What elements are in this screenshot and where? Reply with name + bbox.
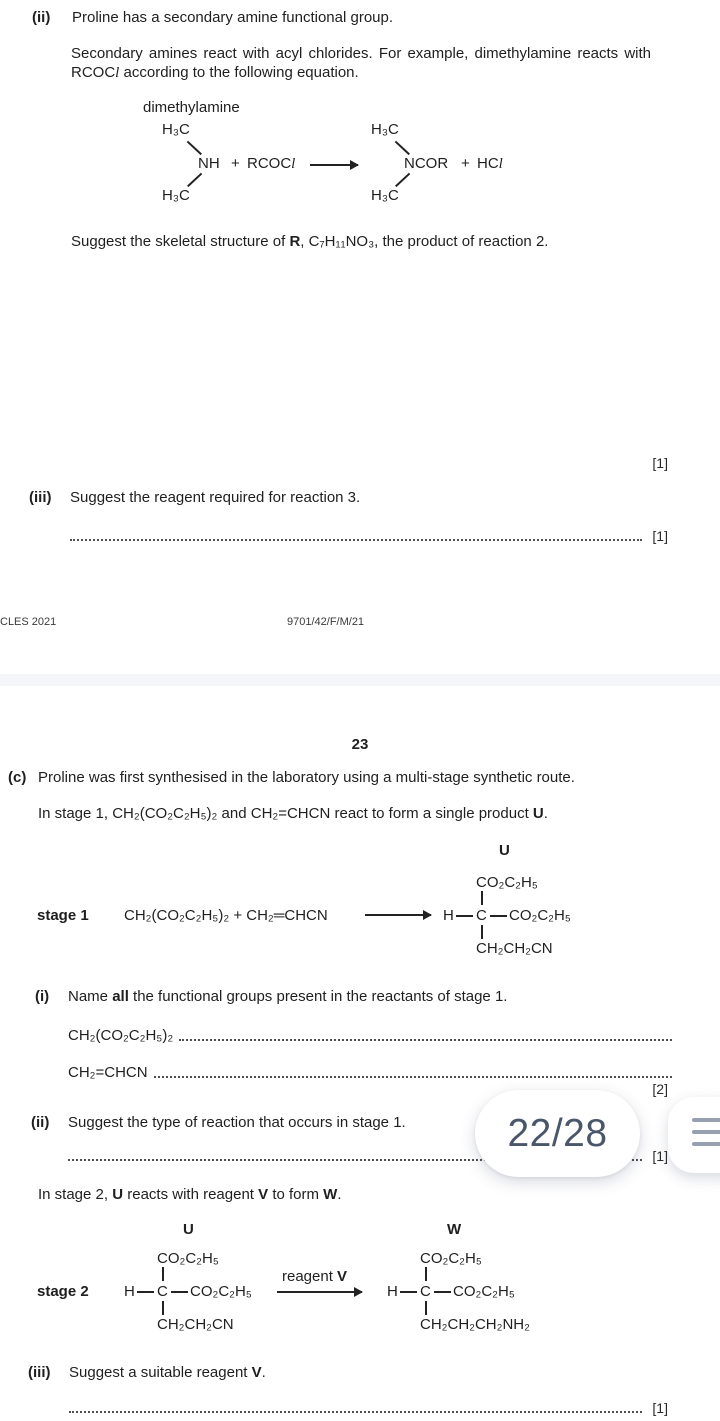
- suggest-skeletal-question: [71, 233, 548, 250]
- text-run: V: [251, 1364, 262, 1381]
- plus-sign: +: [231, 155, 240, 172]
- qii-marker: (ii): [31, 1114, 50, 1131]
- reaction-arrow: [310, 164, 358, 166]
- text-run: to form: [268, 1186, 324, 1203]
- bond-horizontal: [171, 1291, 188, 1293]
- reaction-arrow: [277, 1291, 362, 1293]
- chlorine-l: l: [498, 156, 503, 172]
- part-c-marker: (c): [8, 769, 27, 786]
- mark-1-reagent-v: [1]: [652, 1400, 668, 1416]
- answer2-formula: CH₂=CHCN: [68, 1064, 148, 1081]
- plus-sign: +: [461, 155, 470, 172]
- nitrile-chain: CH₂CH₂CN: [476, 940, 553, 957]
- ester-group-right: CO₂C₂H₅: [509, 907, 571, 924]
- w-label-stage2: W: [447, 1221, 462, 1238]
- text-run: In stage 1, CH₂(CO₂C₂H₅)₂ and CH₂=CHCN react to form a single product: [38, 805, 533, 822]
- qi-question: [68, 988, 507, 1005]
- text-run: , C₇H₁₁NO₃, the product of reaction 2.: [300, 233, 549, 250]
- mark-1-reagent: [1]: [652, 528, 668, 544]
- page-gap-divider: [0, 674, 720, 686]
- answer-line-formula2: [68, 1061, 672, 1081]
- ester-group-right: CO₂C₂H₅: [190, 1283, 252, 1300]
- h3c-bottom-left: H₃C: [162, 187, 190, 204]
- answer-line-reaction3: [70, 524, 668, 544]
- hamburger-icon: [692, 1118, 720, 1122]
- hamburger-icon: [692, 1142, 720, 1146]
- text-run: In stage 2,: [38, 1186, 113, 1203]
- qii-question: Suggest the type of reaction that occurs in stage 1.: [68, 1114, 406, 1131]
- ester-group-top: CO₂C₂H₅: [476, 874, 538, 891]
- page-indicator-pill: [475, 1090, 640, 1177]
- text-run: all: [112, 988, 129, 1005]
- answer1-formula: CH₂(CO₂C₂H₅)₂: [68, 1027, 174, 1044]
- text-run: V: [337, 1268, 348, 1285]
- chlorine-l: l: [291, 156, 296, 172]
- text-run: U: [112, 1186, 124, 1203]
- stage1-reactants: CH₂(CO₂C₂H₅)₂ + CH₂═CHCN: [124, 907, 328, 924]
- hcl-formula: [477, 155, 503, 173]
- text-run: R: [289, 233, 301, 250]
- dotted-answer-line: [179, 1039, 672, 1041]
- footer-copyright: CLES 2021: [0, 616, 57, 628]
- nitrile-chain: CH₂CH₂CN: [157, 1316, 234, 1333]
- h-atom: H: [443, 907, 454, 924]
- bond-diagonal: [395, 173, 410, 187]
- text-run: Secondary amines react with acyl chlorides. For example, dimethylamine reacts with RCOC: [71, 45, 651, 81]
- part-iii-marker: (iii): [29, 489, 52, 506]
- bond-vertical: [162, 1301, 164, 1315]
- h3c-top-right: H₃C: [371, 121, 399, 138]
- stage1-label: stage 1: [37, 907, 89, 924]
- h-atom: H: [124, 1283, 135, 1300]
- dotted-answer-line: [154, 1076, 672, 1078]
- text-run: .: [337, 1186, 342, 1203]
- ester-group-right: CO₂C₂H₅: [453, 1283, 515, 1300]
- qi-marker: (i): [35, 988, 50, 1005]
- part-ii-marker: (ii): [32, 9, 51, 26]
- mark-1-skeletal: [1]: [652, 455, 668, 471]
- c-atom: C: [476, 907, 487, 924]
- qiii-marker: (iii): [28, 1364, 51, 1381]
- h3c-top-left: H₃C: [162, 121, 190, 138]
- bond-vertical: [481, 891, 483, 905]
- page-number: 23: [351, 736, 369, 753]
- h-atom: H: [387, 1283, 398, 1300]
- footer-paper-code: 9701/42/F/M/21: [287, 616, 365, 628]
- text-run: l: [115, 65, 120, 81]
- part-c-text: Proline was first synthesised in the laboratory using a multi-stage synthetic route.: [38, 769, 575, 786]
- bond-horizontal: [137, 1291, 154, 1293]
- menu-button[interactable]: [668, 1097, 720, 1173]
- stage2-intro: [38, 1186, 342, 1203]
- text-run: reagent: [282, 1268, 338, 1285]
- page-indicator-text: 22/28: [507, 1111, 608, 1155]
- ester-group-top: CO₂C₂H₅: [157, 1250, 219, 1267]
- bond-horizontal: [434, 1291, 451, 1293]
- text-run: Suggest the skeletal structure of: [71, 233, 290, 250]
- c-atom: C: [157, 1283, 168, 1300]
- bond-vertical: [425, 1267, 427, 1281]
- stage1-intro: [38, 805, 548, 822]
- answer-line-formula1: [68, 1024, 672, 1044]
- text-run: V: [258, 1186, 269, 1203]
- intro-paragraph: [71, 44, 651, 83]
- dotted-answer-line: [70, 539, 642, 541]
- hamburger-icon: [692, 1130, 720, 1134]
- structure-w: [387, 1250, 587, 1334]
- text-run: Suggest a suitable reagent: [69, 1364, 252, 1381]
- reaction-arrow: [365, 914, 431, 916]
- bond-horizontal: [456, 915, 473, 917]
- bond-horizontal: [490, 915, 507, 917]
- part-ii-question: Proline has a secondary amine functional group.: [72, 9, 394, 26]
- hcl-main: HC: [477, 155, 499, 172]
- structure-u: [443, 874, 643, 958]
- reagent-v-label: [282, 1268, 347, 1285]
- mark-1-reaction-type: [1]: [652, 1148, 668, 1164]
- mark-2-functional-groups: [2]: [652, 1081, 668, 1097]
- product-u-label: U: [499, 842, 510, 859]
- bond-vertical: [481, 925, 483, 939]
- rcocl-formula: [247, 155, 295, 173]
- amine-chain: CH₂CH₂CH₂NH₂: [420, 1316, 530, 1333]
- text-run: .: [543, 805, 548, 822]
- text-run: .: [261, 1364, 266, 1381]
- part-iii-question: Suggest the reagent required for reaction 3.: [70, 489, 361, 506]
- bond-horizontal: [400, 1291, 417, 1293]
- ester-group-top: CO₂C₂H₅: [420, 1250, 482, 1267]
- text-run: U: [532, 805, 544, 822]
- h3c-bottom-right: H₃C: [371, 187, 399, 204]
- c-atom: C: [420, 1283, 431, 1300]
- bond-diagonal: [187, 141, 202, 155]
- bond-diagonal: [187, 173, 202, 187]
- text-run: reacts with reagent: [123, 1186, 259, 1203]
- stage2-label: stage 2: [37, 1283, 89, 1300]
- u-label-stage2: U: [183, 1221, 194, 1238]
- text-run: Name: [68, 988, 113, 1005]
- nh-group: NH: [198, 155, 220, 172]
- qiii-question: [69, 1364, 266, 1381]
- bond-diagonal: [395, 141, 410, 155]
- dotted-answer-line: [69, 1411, 642, 1413]
- answer-line-reagent-v: [69, 1396, 668, 1416]
- text-run: the functional groups present in the reactants of stage 1.: [128, 988, 508, 1005]
- dimethylamine-label: dimethylamine: [143, 99, 240, 116]
- rcocl-main: RCOC: [247, 155, 292, 172]
- text-run: W: [323, 1186, 338, 1203]
- text-run: according to the following equation.: [119, 64, 359, 81]
- bond-vertical: [162, 1267, 164, 1281]
- bond-vertical: [425, 1301, 427, 1315]
- ncor-group: NCOR: [404, 155, 449, 172]
